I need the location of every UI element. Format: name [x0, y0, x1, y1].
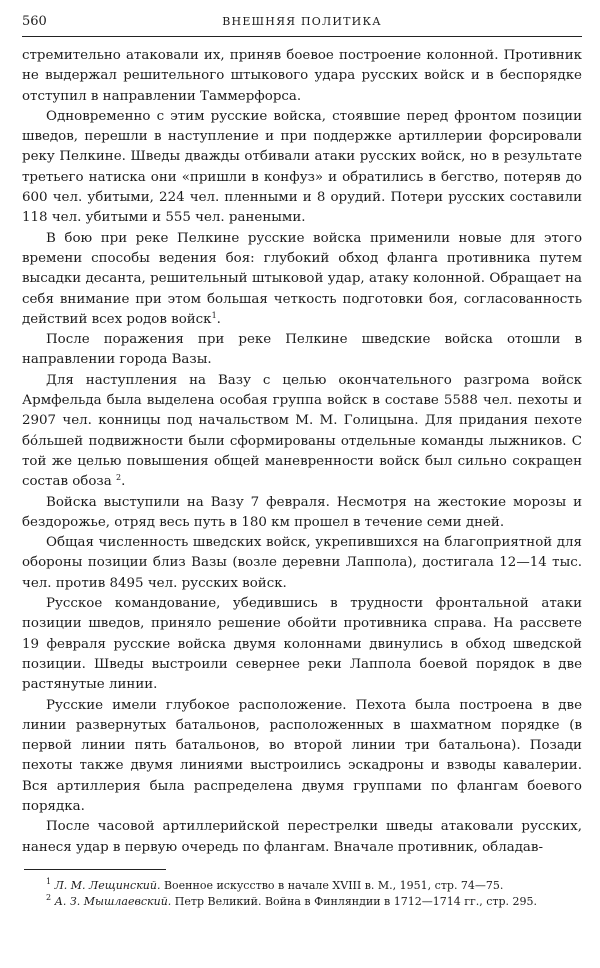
paragraph: Одновременно с этим русские войска, стоявшие перед фронтом позиции шведов, перешли в наступление и при поддержке артиллерии форсировали реку Пелкине. Шведы дважды отбивали атаки русских войск, но в результате третьего натиска они «пришли в конфуз» и обратились в бегство, потеряв до 600 чел. убитыми, 224 чел. пленными и 8 орудий. Потери русских составили 118 чел. убитыми и 555 чел. ранеными.: [22, 108, 582, 226]
footnote-author: Л. М. Лещинский.: [54, 878, 161, 892]
book-page: [22, 14, 582, 910]
page-number: 560: [22, 14, 47, 29]
paragraph: Общая численность шведских войск, укрепившихся на благоприятной для обороны позиции близ Вазы (возле деревни Лаппола), достигала 12—14 тыс. чел. против 8495 чел. русских войск.: [22, 535, 582, 591]
paragraph: После поражения при реке Пелкине шведские войска отошли в направлении города Вазы.: [22, 332, 582, 368]
paragraph-end: .: [121, 474, 126, 490]
paragraph: Русские имели глубокое расположение. Пехота была построена в две линии развернутых батальонов, расположенных в шахматном порядке (в первой линии пять батальонов, во второй линии три батальона). Позади пехоты также двумя линиями выстроились эскадроны и взводы кавалерии. Вся артиллерия была распределена двумя группами по флангам боевого порядка.: [22, 697, 582, 814]
paragraph: Войска выступили на Вазу 7 февраля. Несмотря на жестокие морозы и бездорожье, отряд весь путь в 180 км прошел в течение семи дней.: [22, 494, 582, 530]
paragraph-text: В бою при реке Пелкине русские войска применили новые для этого времени способы ведения боя: глубокий обход фланга противника путем высадки десанта, решительный штыковой удар, атаку колонной. Обращает на себя внимание при этом большая четкость подготовки боя, согласованность действий всех родов войск: [22, 230, 582, 327]
footnote-marker: 1: [46, 876, 52, 886]
paragraph: Русское командование, убедившись в трудности фронтальной атаки позиции шведов, приняло решение обойти противника справа. На рассвете 19 февраля русские войска двумя колоннами двинулись в обход шведской позиции. Шведы выстроили севернее реки Лаппола боевой порядок в две растянутые линии.: [22, 596, 582, 693]
footnote-ref: 1: [211, 310, 217, 320]
footnote-marker: 2: [46, 892, 52, 902]
paragraph: После часовой артиллерийской перестрелки шведы атаковали русских, нанеся удар в первую очередь по флангам. Вначале противник, обладав-: [22, 819, 582, 855]
footnote-text: Военное искусство в начале XVIII в. М., 1951, стр. 74—75.: [163, 878, 504, 892]
paragraph-end: .: [216, 311, 221, 327]
footnote: [22, 878, 582, 894]
footnote: [22, 894, 582, 910]
footnote-ref: 2: [116, 473, 122, 483]
footnote-author: А. З. Мышлаевский.: [54, 894, 172, 908]
footnotes: [22, 878, 582, 910]
paragraph: стремительно атаковали их, приняв боевое построение колонной. Противник не выдержал решительного штыкового удара русских войск и в беспорядке отступил в направлении Таммерфорса.: [22, 48, 582, 104]
paragraph: [22, 229, 582, 330]
body-text: [22, 46, 582, 858]
paragraph: [22, 371, 582, 493]
running-title: ВНЕШНЯЯ ПОЛИТИКА: [222, 15, 382, 28]
page-header: [22, 14, 582, 37]
footnote-text: Петр Великий. Война в Финляндии в 1712—1714 гг., стр. 295.: [174, 894, 538, 908]
paragraph-text: Для наступления на Вазу с целью окончательного разгрома войск Армфельда была выделена особая группа войск в составе 5588 чел. пехоты и 2907 чел. конницы под начальством М. М. Голицына. Для придания пехоте бо́льшей подвижности были сформированы отдельные команды лыжников. С той же целью повышения общей маневренности войск был сильно сокращен состав обоза: [22, 372, 582, 490]
footnote-divider: [24, 869, 166, 870]
